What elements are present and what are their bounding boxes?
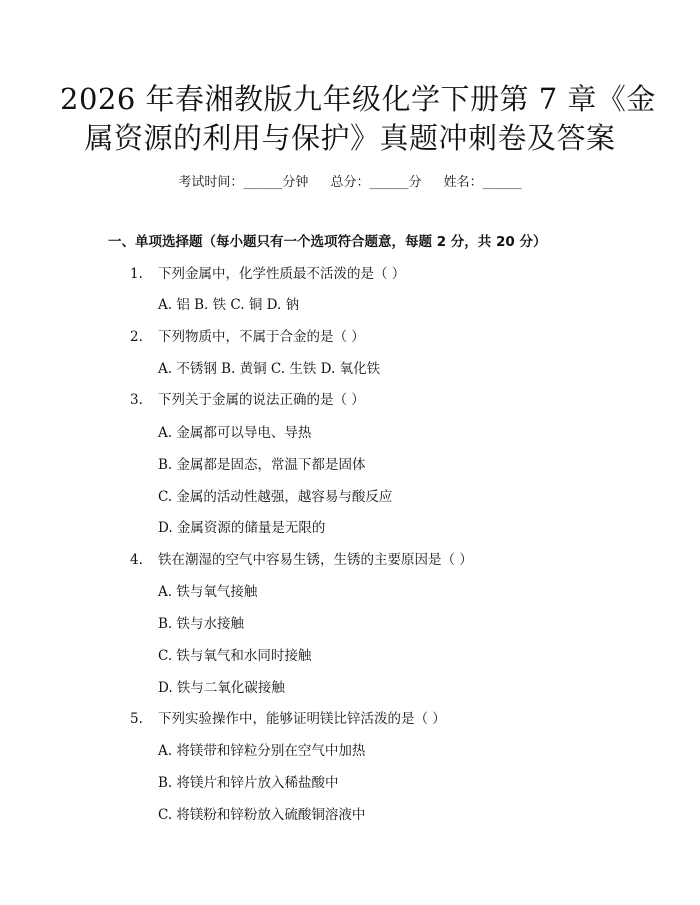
question-text: 下列金属中，化学性质最不活泼的是（ ） (158, 266, 406, 282)
question-5-option-a: A. 将镁带和锌粒分别在空气中加热 (158, 743, 366, 759)
question-number: 3. (130, 392, 143, 408)
question-4-option-b: B. 铁与水接触 (158, 616, 245, 632)
question-3 (130, 388, 365, 408)
question-5-option-b: B. 将镁片和锌片放入稀盐酸中 (158, 775, 339, 791)
question-4-option-a: A. 铁与氧气接触 (158, 584, 258, 600)
question-text: 下列物质中，不属于合金的是（ ） (158, 329, 365, 345)
question-number: 2. (130, 329, 143, 345)
question-1-options: A. 铝 B. 铁 C. 铜 D. 钠 (158, 297, 300, 313)
question-3-option-a: A. 金属都可以导电、导热 (158, 425, 312, 441)
exam-info (0, 171, 700, 190)
question-text: 铁在潮湿的空气中容易生锈，生锈的主要原因是（ ） (158, 552, 473, 568)
question-1 (130, 262, 405, 282)
total-score-field: 总分：______分 (330, 175, 422, 190)
question-text: 下列关于金属的说法正确的是（ ） (158, 392, 365, 408)
question-2-options: A. 不锈钢 B. 黄铜 C. 生铁 D. 氧化铁 (158, 361, 381, 377)
question-number: 4. (130, 552, 143, 568)
student-name-field: 姓名：______ (443, 175, 522, 190)
question-3-option-c: C. 金属的活动性越强，越容易与酸反应 (158, 489, 393, 505)
question-2 (130, 325, 365, 345)
question-number: 5. (130, 711, 143, 727)
question-5 (130, 707, 446, 727)
question-4 (130, 548, 473, 568)
question-4-option-c: C. 铁与氧气和水同时接触 (158, 648, 312, 664)
title-line-1: 2026 年春湘教版九年级化学下册第 7 章《金 (60, 82, 656, 116)
exam-time-field: 考试时间：______分钟 (178, 175, 309, 190)
question-4-option-d: D. 铁与二氧化碳接触 (158, 680, 285, 696)
title-line-2: 属资源的利用与保护》真题冲刺卷及答案 (84, 121, 616, 155)
question-number: 1. (130, 266, 143, 282)
question-3-option-d: D. 金属资源的储量是无限的 (158, 520, 326, 536)
question-5-option-c: C. 将镁粉和锌粉放入硫酸铜溶液中 (158, 807, 366, 823)
question-text: 下列实验操作中，能够证明镁比锌活泼的是（ ） (158, 711, 446, 727)
page-title (60, 80, 656, 158)
section-heading: 一、单项选择题（每小题只有一个选项符合题意，每题 2 分，共 20 分） (108, 234, 547, 250)
question-3-option-b: B. 金属都是固态，常温下都是固体 (158, 457, 366, 473)
